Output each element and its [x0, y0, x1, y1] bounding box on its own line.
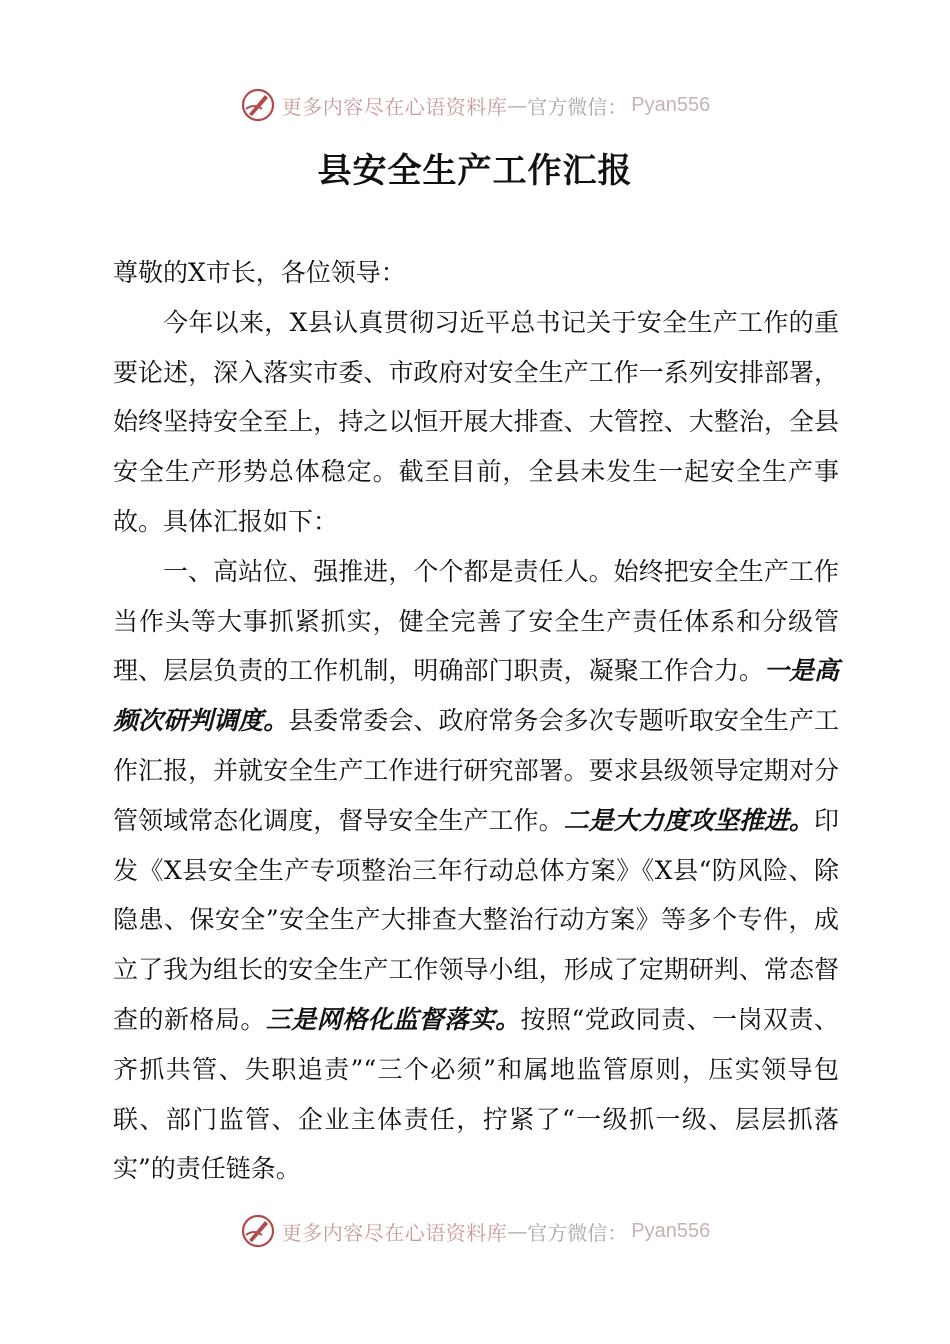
banner-wechat-id: Pyan556: [631, 1219, 711, 1242]
banner-wechat-label: 官方微信：: [527, 1220, 628, 1245]
point-three-text: 按照“党政同责、一岗双责、齐抓共管、失职追责”“三个必须”和属地监管原则，压实领导包联、部门监管、企业主体责任，拧紧了“一级抓一级、层层抓落实”的责任链条。: [113, 1004, 839, 1184]
document-title: 县安全生产工作汇报: [317, 151, 633, 191]
banner-dash: —: [507, 93, 528, 117]
pen-circle-logo-icon: [240, 1213, 276, 1249]
banner-wechat-id: Pyan556: [631, 93, 711, 116]
banner-text: 更多内容尽在心语资料库: [281, 1220, 508, 1245]
point-three-heading: 三是网格化监督落实。: [265, 1004, 521, 1034]
watermark-banner-bottom: [0, 1211, 950, 1251]
pen-circle-logo-icon: [240, 87, 276, 123]
point-one-text: 县委常委会、政府常务会多次专题听取安全生产工作汇报，并就安全生产工作进行研究部署。要求县级领导定期对分管领域常态化调度，督导安全生产工作。: [113, 706, 839, 835]
section-one-text: 一、高站位、强推进，个个都是责任人。始终把安全生产工作当作头等大事抓紧抓实，健全完善了安全生产责任体系和分级管理、层层负责的工作机制，明确部门职责，凝聚工作合力。: [113, 556, 839, 686]
point-two-heading: 二是大力度攻坚推进。: [563, 805, 814, 835]
point-one-heading: 一是高频次研判调度。: [113, 656, 839, 736]
paragraph-section-one: [113, 547, 839, 1194]
watermark-banner-top: [0, 85, 950, 125]
paragraph-intro: 今年以来，X县认真贯彻习近平总书记关于安全生产工作的重要论述，深入落实市委、市政府对安全生产工作一系列安排部署，始终坚持安全至上，持之以恒开展大排查、大管控、大整治，全县安全生产形势总体稳定。截至目前，全县未发生一起安全生产事故。具体汇报如下：: [113, 307, 839, 536]
point-two-text: 印发《X县安全生产专项整治三年行动总体方案》《X县“防风险、除隐患、保安全”安全生产大排查大整治行动方案》等多个专件，成立了我为组长的安全生产工作领导小组，形成了定期研判、常态督查的新格局。: [113, 805, 839, 1034]
document-body: [113, 248, 839, 1194]
banner-text: 更多内容尽在心语资料库: [281, 94, 508, 119]
banner-dash: —: [507, 1219, 528, 1243]
banner-wechat-label: 官方微信：: [527, 94, 628, 119]
greeting: 尊敬的X市长，各位领导：: [113, 258, 406, 287]
